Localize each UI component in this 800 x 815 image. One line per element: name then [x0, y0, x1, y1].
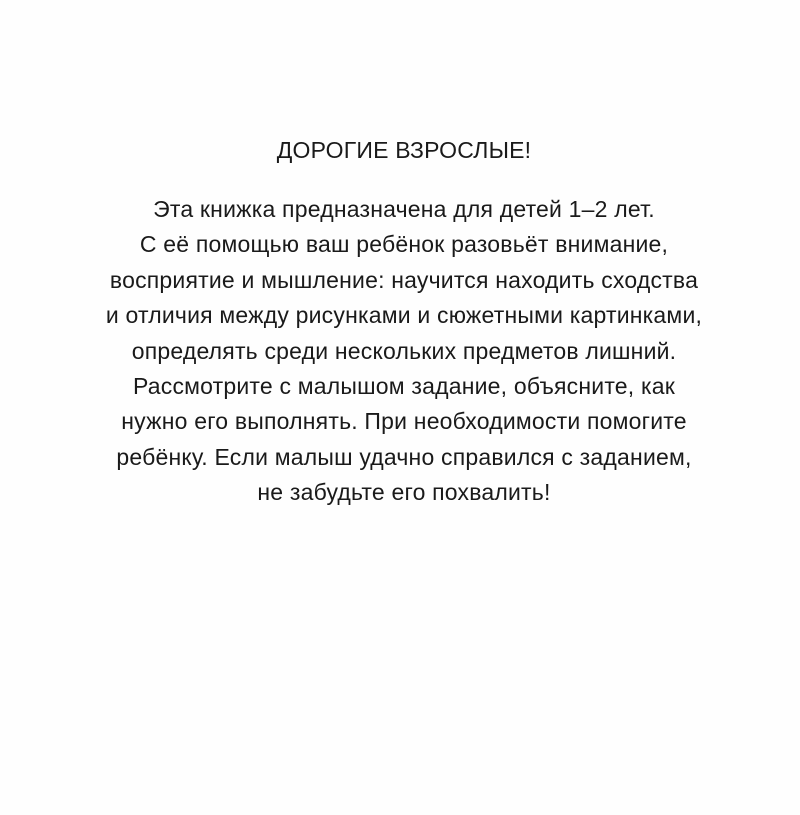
paragraph-line: С её помощью ваш ребёнок разовьёт внимание,: [139, 231, 669, 258]
paragraph-line: определять среди нескольких предметов лишний.: [131, 337, 677, 364]
paragraph-line: и отличия между рисунками и сюжетными картинками,: [105, 302, 703, 329]
paragraph-line: нужно его выполнять. При необходимости помогите: [121, 408, 687, 435]
page-heading: ДОРОГИЕ ВЗРОСЛЫЕ!: [276, 137, 532, 163]
paragraph-line: ребёнку. Если малыш удачно справился с заданием,: [116, 443, 692, 470]
paragraph-line: не забудьте его похвалить!: [257, 479, 551, 506]
foreword-paragraph: [4, 192, 800, 511]
paragraph-line: восприятие и мышление: научится находить сходства: [109, 266, 699, 293]
paragraph-line: Эта книжка предназначена для детей 1–2 лет.: [153, 196, 655, 222]
paragraph-line: Рассмотрите с малышом задание, объясните, как: [132, 373, 675, 400]
